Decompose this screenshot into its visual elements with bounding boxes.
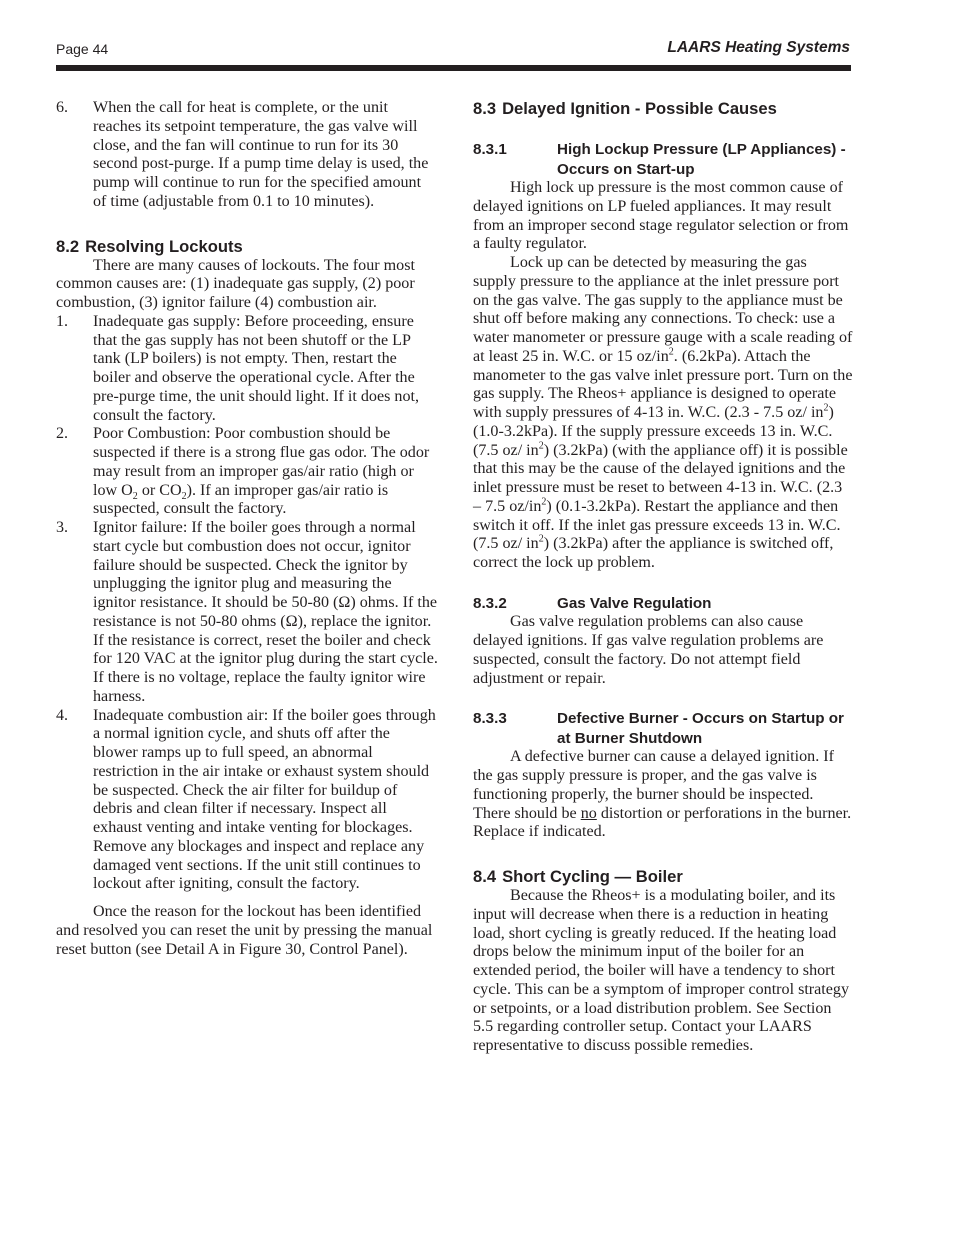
paragraph-defective-burner: A defective burner can cause a delayed ignition. If the gas supply pressure is proper, and the gas valve is functioning properly, the burner should be inspected. There should be no distortion or perforations in the burner. Replace if indicated. xyxy=(473,748,852,841)
list-item-1 xyxy=(56,313,438,426)
subscript: 2 xyxy=(132,490,138,502)
section-title: High Lockup Pressure (LP Appliances) - Occurs on Start-up xyxy=(557,141,846,178)
paragraph-lockup-detection: Lock up can be detected by measuring the gas supply pressure to the appliance at the inlet pressure port on the gas valve. The gas supply to the appliance must be shut off before making any connections. To check: use a water manometer or pressure gauge with a scale reading of at least 25 in. W.C. or 15 $oz/in^2$. (6.2kPa). Attach the manometer to the gas valve inlet pressure port. Turn on the gas supply. The Rheos+ appliance is designed to operate with supply pressures of 4-13 in. W.C. (2.3 - 7.5 oz/ $in^2$) (1.0-3.2kPa). If the supply pressure exceeds 13 in. W.C. (7.5 oz/ $in^2$) (3.2kPa) (with the appliance off) it is possible that this may be the cause of the delayed ignitions and the inlet pressure must be reset to between 4-13 in. W.C. (2.3 – 7.5 $oz/in^2$) (0.1-3.2kPa). Restart the appliance and then switch it off. If the inlet gas pressure exceeds 13 in. W.C. (7.5 oz/ $in^2$) (3.2kPa) after the appliance is switched off, correct the lock up problem. xyxy=(473,254,853,571)
list-number: 3. xyxy=(56,519,69,536)
paragraph-lockout-reset: Once the reason for the lockout has been identified and resolved you can reset the unit by pressing the manual reset button (see Detail A in Figure 30, Control Panel). xyxy=(56,903,433,958)
right-column xyxy=(473,99,853,1056)
section-title: Delayed Ignition - Possible Causes xyxy=(502,99,777,118)
section-title: Defective Burner - Occurs on Startup or at Burner Shutdown xyxy=(557,710,844,747)
paragraph-gas-valve: Gas valve regulation problems can also cause delayed ignitions. If gas valve regulation problems are suspected, consult the factory. Do not attempt field adjustment or repair. xyxy=(473,613,824,687)
section-number: 8.3.1 xyxy=(473,141,507,158)
list-number: 4. xyxy=(56,706,69,724)
superscript: 2 xyxy=(823,402,829,414)
section-heading-8-3 xyxy=(473,99,853,119)
section-number: 8.3.3 xyxy=(473,710,507,728)
section-heading-8-4 xyxy=(473,867,853,887)
list-item-2 xyxy=(56,425,438,519)
list-text: Ignitor failure: If the boiler goes through a normal start cycle but combustion does not occur, ignitor failure should be suspected. Check the ignitor by unplugging the ignitor plug and measuring the ignitor resistance. It should be 50-80 (Ω) ohms. If the resistance is not 50-80 ohms (Ω), replace the ignitor. If the resistance is correct, reset the boiler and check for 120 VAC at the ignitor plug during the start cycle. If there is no voltage, replace the faulty ignitor wire harness. xyxy=(93,519,438,705)
list-text: Inadequate combustion air: If the boiler goes through a normal ignition cycle, and shuts off after the blower ramps up to full speed, an abnormal restriction in the air intake or exhaust system should be suspected. Check the air filter for buildup of debris and clean filter if necessary. Inspect all exhaust venting and intake venting for blockages. Remove any blockages and inspect and replace any damaged vent sections. If the unit still continues to lockout after igniting, consult the factory. xyxy=(93,706,436,893)
list-item-3 xyxy=(56,519,438,707)
header-rule xyxy=(56,65,851,71)
list-item-6 xyxy=(56,99,438,212)
section-number: 8.4 xyxy=(473,867,497,886)
list-text: When the call for heat is complete, or the unit reaches its setpoint temperature, the gas valve will close, and the fan will continue to run for its 30 second post-purge. If a pump time delay is used, the pump will continue to run for the specified amount of time (adjustable from 0.1 to 10 minutes). xyxy=(93,99,429,210)
paragraph-lockouts-intro: There are many causes of lockouts. The four most common causes are: (1) inadequate gas supply, (2) poor combustion, (3) ignitor failure (4) combustion air. xyxy=(56,256,415,311)
page-number: Page 44 xyxy=(56,41,109,57)
list-text: Inadequate gas supply: Before proceeding, ensure that the gas supply has not been shutoff or the LP tank (LP boilers) is not empty. Then, restart the boiler and observe the operational cycle. After the pre-purge time, the unit should light. If it does not, consult the factory. xyxy=(93,312,420,424)
paragraph-lockup-cause: High lock up pressure is the most common cause of delayed ignitions on LP fueled appliances. It may result from an improper second stage regulator selection or from a faulty regulator. xyxy=(473,179,849,253)
list-number: 1. xyxy=(56,312,69,330)
superscript: 2 xyxy=(538,440,544,452)
superscript: 2 xyxy=(538,533,544,545)
list-number: 6. xyxy=(56,99,69,116)
left-column xyxy=(56,99,438,959)
section-number: 8.3.2 xyxy=(473,594,507,612)
list-item-4 xyxy=(56,707,438,895)
paragraph-short-cycling: Because the Rheos+ is a modulating boiler, and its input will decrease when there is a reduction in heating load, short cycling is greatly reduced. If the heating load drops below the minimum input of the boiler for an extended period, the boiler will have a tendency to short cycle. This can be a symptom of improper control strategy or setpoints, or a load distribution problem. See Section 5.5 regarding controller setup. Contact your LAARS representative to discuss possible remedies. xyxy=(473,887,850,1054)
section-number: 8.3 xyxy=(473,99,497,118)
section-number: 8.2 xyxy=(56,236,80,256)
section-title: Resolving Lockouts xyxy=(85,236,243,256)
superscript: 2 xyxy=(668,346,674,358)
underlined-word: no xyxy=(580,804,597,822)
section-title: Gas Valve Regulation xyxy=(557,594,712,612)
section-heading-8-2 xyxy=(56,237,438,257)
superscript: 2 xyxy=(541,496,547,508)
section-heading-8-3-3 xyxy=(473,709,853,748)
section-title: Short Cycling — Boiler xyxy=(502,867,683,886)
brand-title: LAARS Heating Systems xyxy=(667,39,850,56)
list-text: Poor Combustion: Poor combustion should be suspected if there is a strong flue gas odor. The odor may result from an improper gas/air ratio (high or low $O_2$ or $CO_2$). If an improper gas/air ratio is suspected, consult the factory. xyxy=(93,425,430,518)
subscript: 2 xyxy=(181,490,187,502)
list-number: 2. xyxy=(56,425,69,443)
section-heading-8-3-2 xyxy=(473,594,853,614)
section-heading-8-3-1 xyxy=(473,140,853,179)
